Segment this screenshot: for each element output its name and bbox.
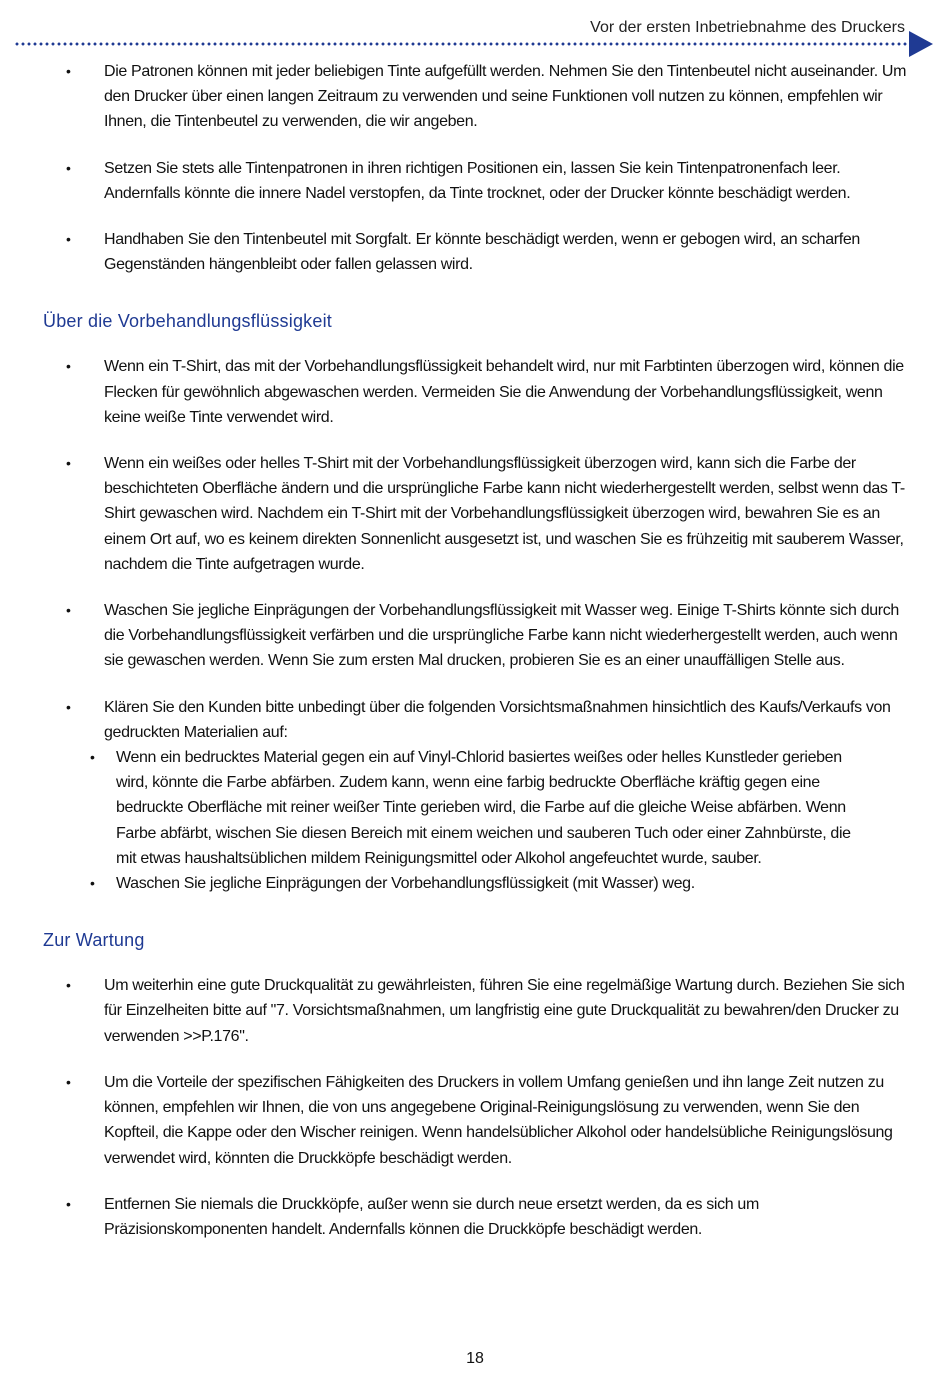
sub-list-item xyxy=(0,745,912,871)
bullet-icon: • xyxy=(66,358,71,375)
list-item-text: Um die Vorteile der spezifischen Fähigkeiten des Druckers in vollem Umfang genießen und ihn lange Zeit nutzen zu können, empfehlen wir Ihnen, die von uns angegebene Original-Reinigungslösung zu verwenden, wenn Sie den Kopfteil, die Kappe oder den Wischer reinigen. Wenn handelsüblicher Alkohol oder handelsübliche Reinigungslösung verwendet wird, könnten die Druckköpfe beschädigt werden. xyxy=(104,1073,893,1167)
list-item-text: Handhaben Sie den Tintenbeutel mit Sorgfalt. Er könnte beschädigt werden, wenn er gebogen wird, an scharfen Gegenständen hängenbleibt oder fallen gelassen wird. xyxy=(104,231,860,274)
list-item-text: Waschen Sie jegliche Einprägungen der Vorbehandlungsflüssigkeit mit Wasser weg. Einige T-Shirts könnte sich durch die Vorbehandlungsflüssigkeit verfärben und die ursprüngliche Farbe kann nicht wiederhergestellt werden, auch wenn sie gewaschen werden. Wenn Sie zum ersten Mal drucken, probieren Sie es an einer unauffälligen Stelle aus. xyxy=(104,602,899,670)
list-item-text: Wenn ein weißes oder helles T-Shirt mit der Vorbehandlungsflüssigkeit überzogen wird, kann sich die Farbe der beschichteten Oberfläche ändern und die ursprüngliche Farbe kann nicht wiederhergestellt werden, selbst wenn das T-Shirt gewaschen wird. Nachdem ein T-Shirt mit der Vorbehandlungsflüssigkeit überzogen wird, bewahren Sie es an einem Ort auf, wo es keinem direkten Sonnenlicht ausgesetzt ist, und waschen Sie es frühzeitig mit sauberem Wasser, nachdem die Tinte aufgetragen wurde. xyxy=(104,455,905,573)
list-item-text: Die Patronen können mit jeder beliebigen Tinte aufgefüllt werden. Nehmen Sie den Tintenbeutel nicht auseinander. Um den Drucker über einen langen Zeitraum zu verwenden und seine Funktionen voll nutzen zu können, empfehlen wir Ihnen, die Tintenbeutel zu verwenden, die wir angeben. xyxy=(104,63,907,131)
sub-list-item xyxy=(0,871,912,896)
list-item-text: Klären Sie den Kunden bitte unbedingt über die folgenden Vorsichtsmaßnahmen hinsichtlich des Kaufs/Verkaufs von gedruckten Materialien auf: xyxy=(104,698,891,741)
bullet-icon: • xyxy=(66,602,71,619)
sub-list-item-text: Wenn ein bedrucktes Material gegen ein auf Vinyl-Chlorid basiertes weißes oder helles Kunstleder gerieben wird, könnte die Farbe abfärben. Zudem kann, wenn eine farbig bedruckte Oberfläche kräftig gegen eine bedruckte Oberfläche mit reiner weißer Tinte gerieben wird, die Farbe auf die gleiche Weise abfärben. Wenn Farbe abfärbt, wischen Sie diesen Bereich mit einem weichen und sauberen Tuch oder einer Zahnbürste, die mit etwas haushaltsüblichen mildem Reinigungsmittel oder Alkohol angefeuchtet wurde, sauber. xyxy=(116,749,851,867)
header-dotted-rule xyxy=(14,42,910,46)
bullet-list-maintenance xyxy=(0,973,950,1242)
sub-bullet-icon: • xyxy=(90,749,95,766)
bullet-icon: • xyxy=(66,159,71,176)
page-number: 18 xyxy=(466,1350,484,1367)
right-triangle-icon xyxy=(909,31,933,57)
list-item xyxy=(0,973,950,1049)
list-item xyxy=(0,59,950,135)
bullet-icon: • xyxy=(66,1073,71,1090)
list-item xyxy=(0,156,950,206)
list-item xyxy=(0,451,950,577)
section-heading-maintenance: Zur Wartung xyxy=(43,930,145,951)
bullet-icon: • xyxy=(66,63,71,79)
list-item xyxy=(0,227,950,277)
bullet-icon: • xyxy=(66,698,71,715)
sub-list-item-text: Waschen Sie jegliche Einprägungen der Vorbehandlungsflüssigkeit (mit Wasser) weg. xyxy=(116,875,695,893)
bullet-icon: • xyxy=(66,455,71,472)
list-item xyxy=(0,1070,950,1171)
list-item xyxy=(0,354,950,430)
bullet-icon: • xyxy=(66,977,71,994)
sub-bullet-list xyxy=(0,745,912,896)
list-item-text: Um weiterhin eine gute Druckqualität zu gewährleisten, führen Sie eine regelmäßige Wartung durch. Beziehen Sie sich für Einzelheiten bitte auf "7. Vorsichtsmaßnahmen, um langfristig eine gute Druckqualität zu bewahren/den Drucker zu verwenden >>P.176". xyxy=(104,977,905,1045)
list-item xyxy=(0,695,950,897)
list-item-text: Entfernen Sie niemals die Druckköpfe, außer wenn sie durch neue ersetzt werden, da es sich um Präzisionskomponenten handelt. Andernfalls können die Druckköpfe beschädigt werden. xyxy=(104,1195,759,1238)
list-item xyxy=(0,598,950,674)
list-item-text: Setzen Sie stets alle Tintenpatronen in ihren richtigen Positionen ein, lassen Sie kein Tintenpatronenfach leer. Andernfalls könnte die innere Nadel verstopfen, da Tinte trocknet, oder der Drucker könnte beschädigt werden. xyxy=(104,159,851,202)
bullet-icon: • xyxy=(66,231,71,248)
bullet-list-pretreatment xyxy=(0,354,950,896)
sub-bullet-icon: • xyxy=(90,875,95,892)
page-content xyxy=(0,59,950,1263)
running-header-title: Vor der ersten Inbetriebnahme des Druckers xyxy=(590,19,905,36)
bullet-list-cartridges xyxy=(0,59,950,277)
bullet-icon: • xyxy=(66,1195,71,1212)
list-item-text: Wenn ein T-Shirt, das mit der Vorbehandlungsflüssigkeit behandelt wird, nur mit Farbtinten überzogen wird, können die Flecken für gewöhnlich abgewaschen werden. Vermeiden Sie die Anwendung der Vorbehandlungsflüssigkeit, wenn keine weiße Tinte verwendet wird. xyxy=(104,358,904,426)
list-item xyxy=(0,1192,950,1242)
section-heading-pretreatment: Über die Vorbehandlungsflüssigkeit xyxy=(43,311,332,332)
